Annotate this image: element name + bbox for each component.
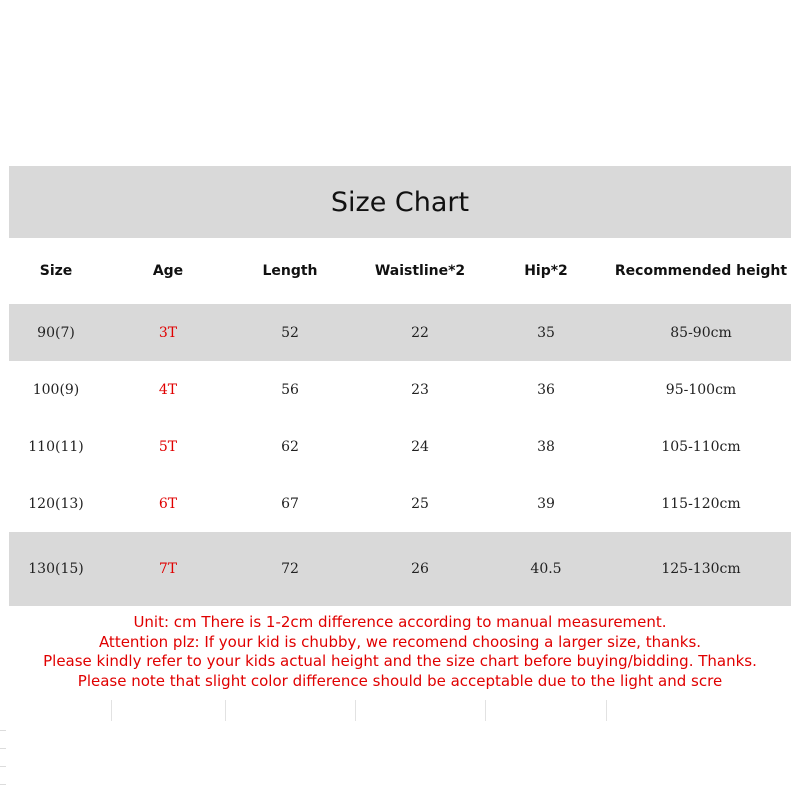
cell-hip: 38 xyxy=(537,438,555,455)
cell-size: 100(9) xyxy=(32,381,80,398)
cell-size: 130(15) xyxy=(28,561,84,577)
cell-age: 4T xyxy=(158,381,178,398)
cell-waistline: 23 xyxy=(411,381,429,398)
table-header-row xyxy=(9,238,791,304)
header-hip: Hip*2 xyxy=(524,263,568,279)
note-unit: Unit: cm There is 1-2cm difference according to manual measurement. xyxy=(133,613,667,631)
note-refer-height: Please kindly refer to your kids actual height and the size chart before buying/bidding. Thanks. xyxy=(43,652,757,670)
header-size: Size xyxy=(39,263,73,279)
cell-age: 7T xyxy=(158,561,178,577)
cell-hip: 39 xyxy=(537,495,555,512)
cell-size: 120(13) xyxy=(28,495,84,512)
cell-waistline: 26 xyxy=(411,561,429,577)
column-divider-mark xyxy=(606,700,607,721)
edge-mark xyxy=(0,766,6,767)
cell-waistline: 24 xyxy=(411,438,429,455)
edge-mark xyxy=(0,748,6,749)
cell-waistline: 22 xyxy=(411,324,429,341)
table-row xyxy=(9,532,791,606)
column-divider-mark xyxy=(485,700,486,721)
cell-hip: 36 xyxy=(537,381,555,398)
header-age: Age xyxy=(152,263,184,279)
cell-age: 6T xyxy=(158,495,178,512)
cell-recommended-height: 115-120cm xyxy=(661,495,741,512)
cell-length: 52 xyxy=(281,324,299,341)
size-notes xyxy=(9,613,791,691)
cell-size: 90(7) xyxy=(37,324,75,341)
header-waistline: Waistline*2 xyxy=(374,263,466,279)
cell-length: 62 xyxy=(281,438,299,455)
cell-hip: 35 xyxy=(537,324,555,341)
cell-recommended-height: 105-110cm xyxy=(661,438,741,455)
table-row xyxy=(9,304,791,361)
cell-hip: 40.5 xyxy=(530,561,562,577)
edge-mark xyxy=(0,730,6,731)
column-divider-mark xyxy=(111,700,112,721)
cell-length: 72 xyxy=(281,561,299,577)
header-recommended-height: Recommended height xyxy=(614,263,788,279)
table-row xyxy=(9,418,791,475)
table-row xyxy=(9,361,791,418)
column-divider-mark xyxy=(225,700,226,721)
size-chart-title: Size Chart xyxy=(330,186,470,218)
note-color-difference: Please note that slight color difference should be acceptable due to the light and scre xyxy=(77,671,723,690)
cell-age: 5T xyxy=(158,438,178,455)
column-divider-mark xyxy=(355,700,356,721)
header-length: Length xyxy=(262,263,318,279)
cell-waistline: 25 xyxy=(411,495,429,512)
cell-recommended-height: 125-130cm xyxy=(661,561,741,577)
table-row xyxy=(9,475,791,532)
cell-length: 56 xyxy=(281,381,299,398)
edge-mark xyxy=(0,784,6,785)
cell-recommended-height: 95-100cm xyxy=(665,381,737,398)
size-chart-title-bar xyxy=(9,166,791,238)
cell-recommended-height: 85-90cm xyxy=(670,324,732,341)
cell-size: 110(11) xyxy=(28,438,84,455)
note-chubby: Attention plz: If your kid is chubby, we recomend choosing a larger size, thanks. xyxy=(98,632,702,651)
cell-length: 67 xyxy=(281,495,299,512)
cell-age: 3T xyxy=(158,324,178,341)
